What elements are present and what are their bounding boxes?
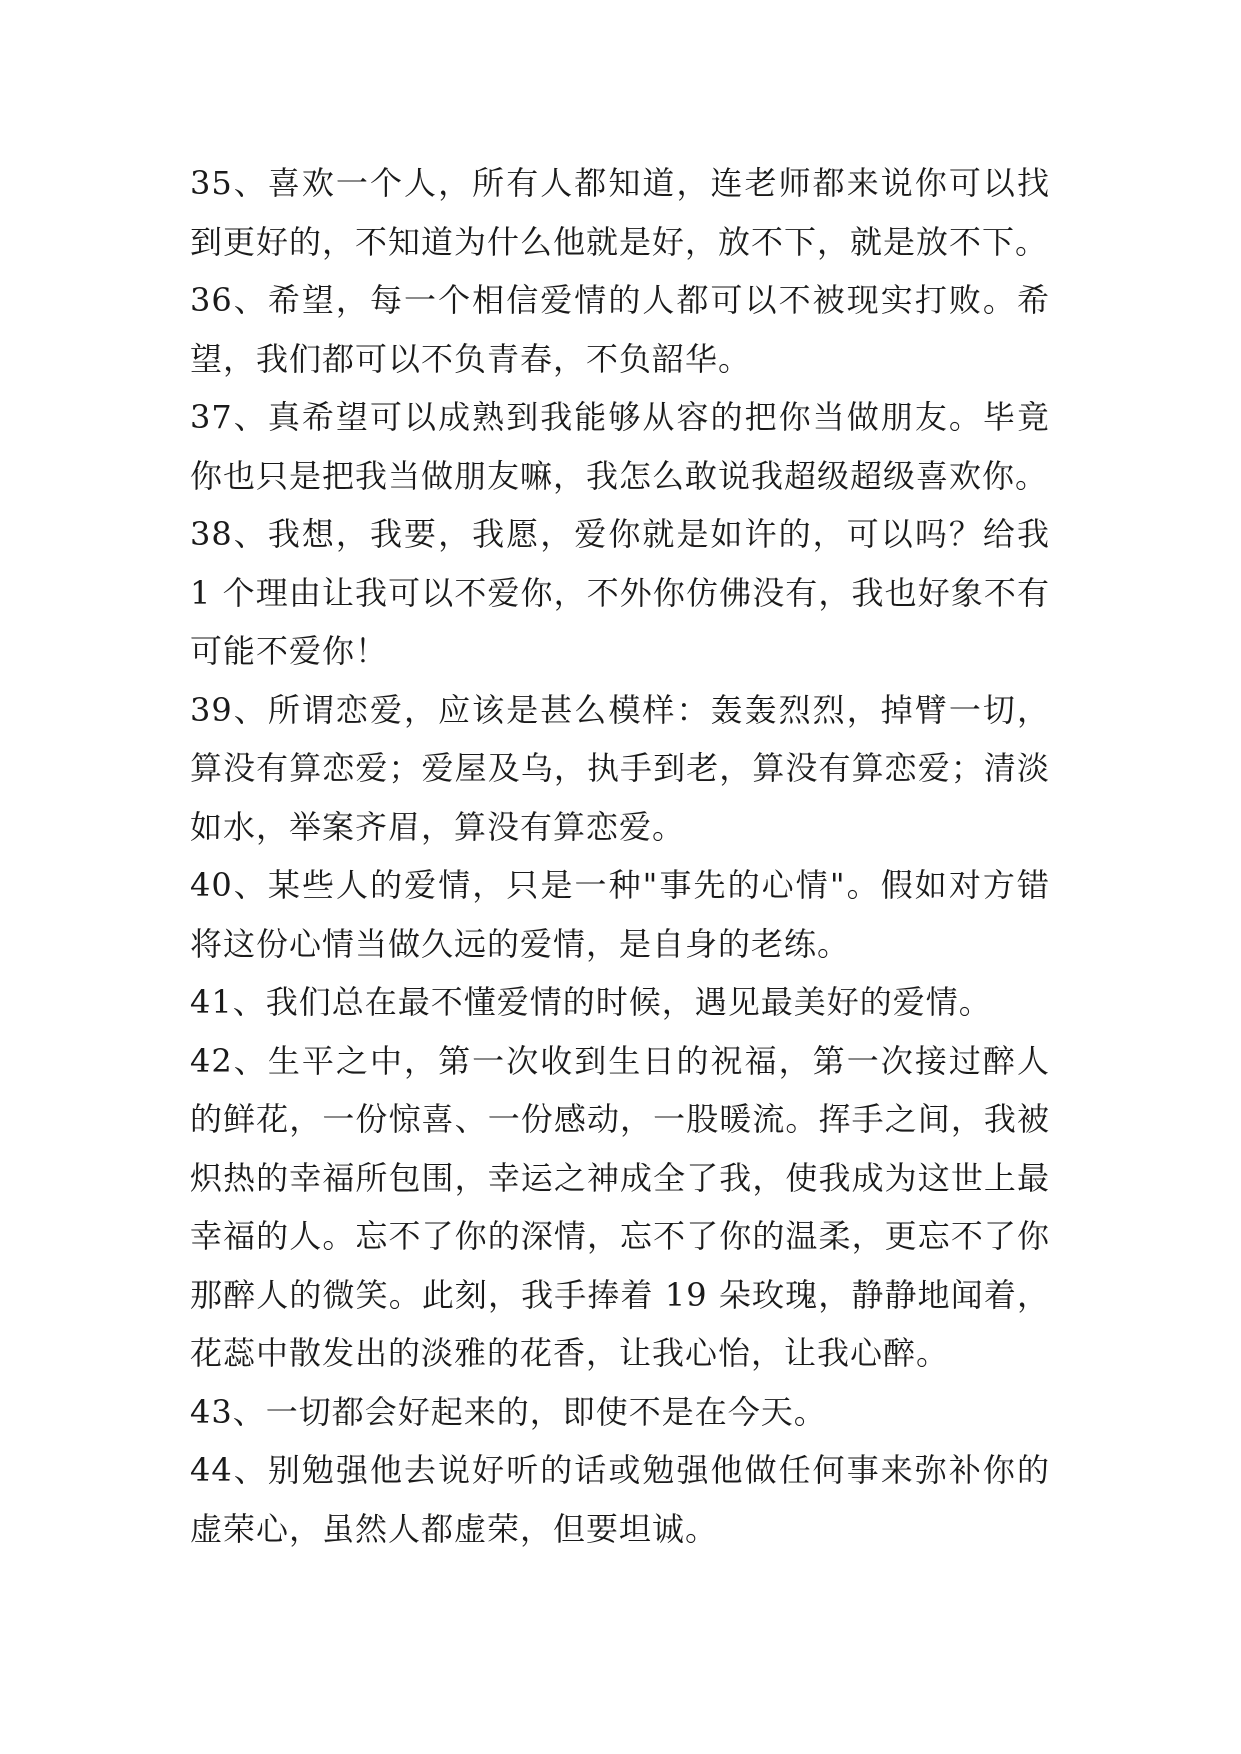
paragraph-36: 36、希望，每一个相信爱情的人都可以不被现实打败。希望，我们都可以不负青春，不负韶华。 (190, 281, 1050, 378)
document-body (190, 154, 1050, 1558)
paragraph-40: 40、某些人的爱情，只是一种"事先的心情"。假如对方错将这份心情当做久远的爱情，是自身的老练。 (190, 866, 1050, 963)
paragraph-35: 35、喜欢一个人，所有人都知道，连老师都来说你可以找到更好的，不知道为什么他就是好，放不下，就是放不下。 (190, 164, 1050, 261)
paragraph-41: 41、我们总在最不懂爱情的时候，遇见最美好的爱情。 (190, 983, 992, 1021)
paragraph-44: 44、别勉强他去说好听的话或勉强他做任何事来弥补你的虚荣心，虽然人都虚荣，但要坦诚。 (190, 1451, 1050, 1548)
paragraph-42: 42、生平之中，第一次收到生日的祝福，第一次接过醉人的鲜花，一份惊喜、一份感动，一股暖流。挥手之间，我被炽热的幸福所包围，幸运之神成全了我，使我成为这世上最幸福的人。忘不了你的深情，忘不了你的温柔，更忘不了你那醉人的微笑。此刻，我手捧着 19 朵玫瑰，静静地闻着，花蕊中散发出的淡雅的花香，让我心怡，让我心醉。 (190, 1041, 1050, 1372)
paragraph-38: 38、我想，我要，我愿，爱你就是如许的，可以吗？给我 1 个理由让我可以不爱你，不外你仿佛没有，我也好象不有可能不爱你！ (190, 515, 1050, 670)
paragraph-37: 37、真希望可以成熟到我能够从容的把你当做朋友。毕竟你也只是把我当做朋友嘛，我怎么敢说我超级超级喜欢你。 (190, 398, 1050, 495)
paragraph-43: 43、一切都会好起来的，即使不是在今天。 (190, 1392, 827, 1431)
paragraph-39: 39、所谓恋爱，应该是甚么模样：轰轰烈烈，掉臂一切，算没有算恋爱；爱屋及乌，执手到老，算没有算恋爱；清淡如水，举案齐眉，算没有算恋爱。 (190, 690, 1050, 846)
